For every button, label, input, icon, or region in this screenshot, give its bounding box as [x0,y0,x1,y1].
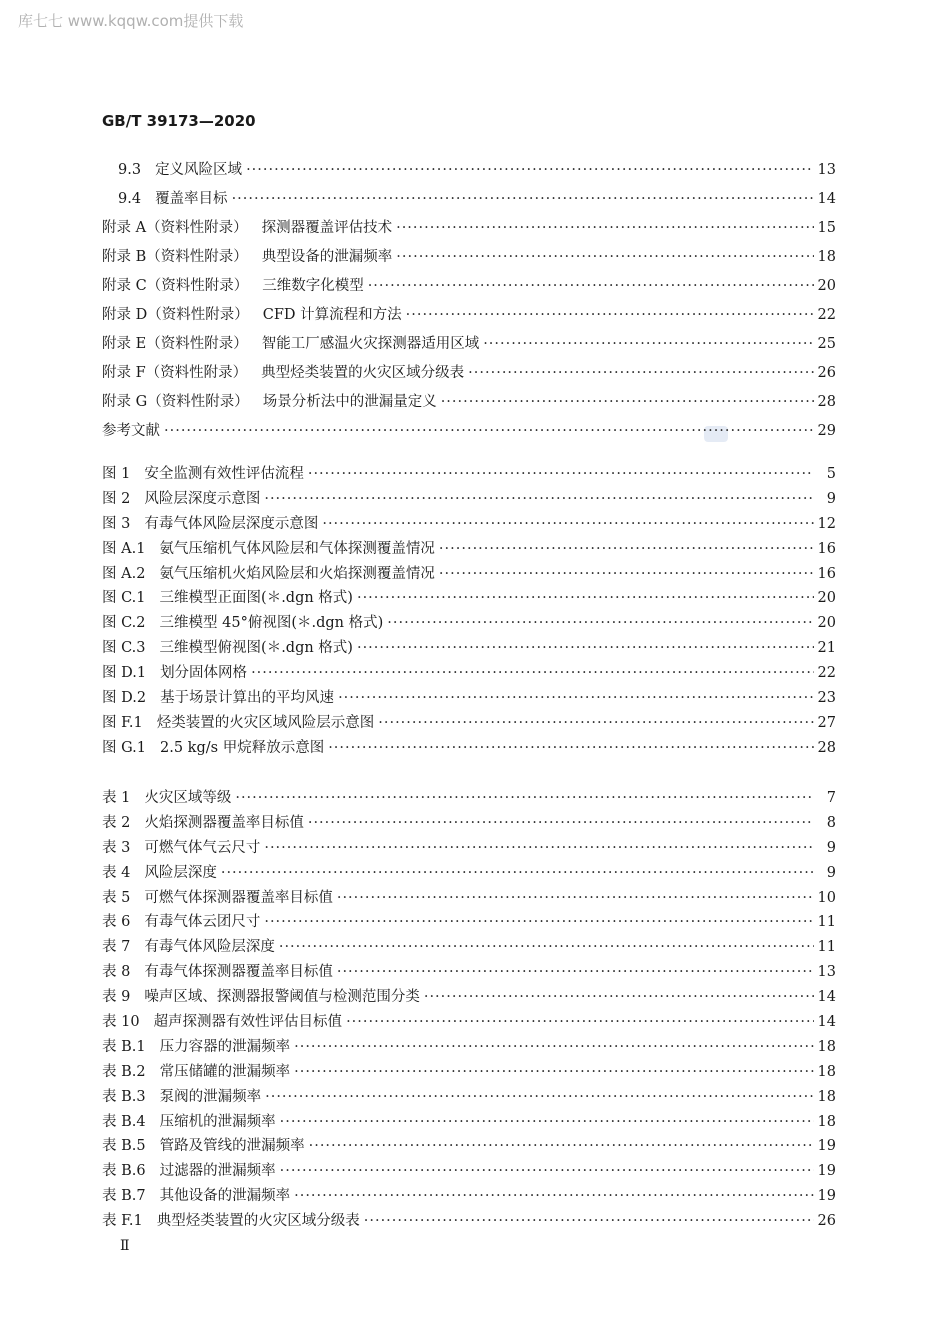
toc-entry-title: CFD 计算流程和方法 [262,307,402,323]
dot-leader [483,330,813,359]
toc-entry[interactable] [102,562,836,587]
dot-leader [164,417,814,446]
toc-entry-label: 表 8 [102,964,131,981]
toc-entry-page: 21 [817,640,836,657]
dot-leader [439,562,814,587]
toc-entry[interactable] [102,586,836,611]
toc-entry-page: 27 [817,714,836,731]
dot-leader [264,487,814,512]
toc-entry-page: 22 [817,665,836,682]
toc-entry-label: 图 C.2 [102,615,146,632]
toc-entry-title: 有毒气体风险层深度 [144,939,275,956]
toc-entry-title: 噪声区域、探测器报警阈值与检测范围分类 [144,989,420,1006]
dot-leader [357,636,814,661]
toc-entry-title: 压力容器的泄漏频率 [159,1038,291,1055]
dot-leader [264,910,813,935]
toc-entry-title: 火焰探测器覆盖率目标值 [144,814,304,831]
dot-leader [309,1134,814,1159]
toc-entry-title: 氨气压缩机火焰风险层和火焰探测覆盖情况 [159,565,435,582]
toc-entry-title: 三维数字化模型 [262,278,364,294]
dot-leader [357,586,814,611]
toc-entry-page: 18 [817,1113,836,1130]
toc-entry[interactable] [102,1085,836,1110]
toc-entry-title: 有毒气体风险层深度示意图 [144,515,319,532]
toc-entry-label: 图 D.2 [102,690,147,707]
toc-entry-label: 附录 C（资料性附录） [102,278,249,294]
dot-leader [280,1159,814,1184]
toc-entry-title: 可燃气体气云尺寸 [144,839,261,856]
toc-entry-page: 19 [817,1138,836,1155]
toc-entry-title: 常压储罐的泄漏频率 [159,1063,291,1080]
toc-entry-page: 20 [817,615,836,632]
toc-entry-title: 泵阀的泄漏频率 [159,1088,262,1105]
toc-entry-label: 图 D.1 [102,665,147,682]
toc-entry-title: 三维模型正面图(＊.dgn 格式) [159,590,353,607]
toc-entry-page: 20 [817,590,836,607]
toc-entry-title: 三维模型俯视图(＊.dgn 格式) [159,640,353,657]
toc-entry-label: 表 B.7 [102,1188,146,1205]
toc-entry-title: 超声探测器有效性评估目标值 [153,1014,343,1031]
toc-entry-label: 图 G.1 [102,739,147,756]
toc-entry-title: 烃类装置的火灾区域风险层示意图 [156,714,375,731]
dot-leader [251,661,813,686]
toc-entry-title: 氨气压缩机气体风险层和气体探测覆盖情况 [159,540,435,557]
toc-entry[interactable] [102,1159,836,1184]
toc-entry[interactable] [102,910,836,935]
toc-entry-title: 基于场景计算出的平均风速 [160,690,335,707]
dot-leader [294,1035,813,1060]
dot-leader [378,711,813,736]
dot-leader [364,1209,814,1234]
toc-entry-label: 表 B.4 [102,1113,146,1130]
toc-entry[interactable] [102,611,836,636]
toc-entry-page: 11 [817,914,836,931]
toc-entry-title: 场景分析法中的泄漏量定义 [262,394,437,410]
toc-entry-label: 图 A.2 [102,565,146,582]
dot-leader [308,811,814,836]
dot-leader [337,886,814,911]
toc-entry[interactable] [102,661,836,686]
toc-entry[interactable] [102,487,836,512]
toc-entry-title: 三维模型 45°俯视图(＊.dgn 格式) [159,615,384,632]
toc-entry-label: 附录 G（资料性附录） [102,394,249,410]
dot-leader [424,985,814,1010]
toc-entry[interactable] [102,686,836,711]
toc-entry-label: 附录 A（资料性附录） [102,220,248,236]
toc-entry-title: 智能工厂感温火灾探测器适用区域 [261,336,480,352]
toc-entry-title: 风险层深度 [144,864,217,881]
dot-leader [322,512,813,537]
toc-entry-label: 参考文献 [102,423,160,439]
toc-entry-page: 28 [817,394,836,410]
toc-entry-page: 28 [817,739,836,756]
toc-entry[interactable] [102,960,836,985]
toc-entry-label: 附录 D（资料性附录） [102,307,249,323]
toc-entry-label: 表 2 [102,814,131,831]
toc-entry-title: 可燃气体探测器覆盖率目标值 [144,889,333,906]
dot-leader [265,1085,813,1110]
toc-entry-title: 划分固体网格 [160,665,248,682]
dot-leader [280,1110,814,1135]
toc-entry-page: 18 [817,249,836,265]
dot-leader [328,736,813,761]
toc-entry-label: 9.4 [118,191,142,207]
dot-leader [279,935,814,960]
toc-entry-label: 表 B.3 [102,1088,146,1105]
toc-entry[interactable] [102,359,836,388]
toc-entry-label: 9.3 [118,162,142,178]
dot-leader [439,537,814,562]
toc-entry[interactable] [102,512,836,537]
toc-entry[interactable] [102,214,836,243]
toc-entry-page: 16 [817,565,836,582]
toc-entry-page: 19 [817,1188,836,1205]
toc-entry-title: 典型设备的泄漏频率 [261,249,393,265]
toc-entry[interactable] [102,1060,836,1085]
toc-entry[interactable] [102,301,836,330]
toc-entry-page: 25 [817,336,836,352]
toc-entry[interactable] [102,243,836,272]
dot-leader [246,156,813,185]
toc-entry[interactable] [102,985,836,1010]
toc-entry-page: 14 [817,191,836,207]
dot-leader [468,359,813,388]
toc-entry[interactable] [102,388,836,417]
toc-entry[interactable] [102,811,836,836]
toc-entry-page: 9 [826,839,836,856]
toc-entry-page: 14 [817,1014,836,1031]
toc-entry-title: 管路及管线的泄漏频率 [159,1138,305,1155]
toc-entry[interactable] [102,330,836,359]
toc-entry-page: 19 [817,1163,836,1180]
toc-entry-label: 表 10 [102,1014,140,1031]
toc-entry-title: 压缩机的泄漏频率 [159,1113,276,1130]
dot-leader [264,836,814,861]
toc-entry-page: 10 [817,889,836,906]
toc-entry-title: 覆盖率目标 [155,191,228,207]
dot-leader [337,960,814,985]
toc-entry[interactable] [102,636,836,661]
toc-entry-label: 图 1 [102,466,131,482]
toc-entry-title: 安全监测有效性评估流程 [144,466,304,482]
watermark-text: 库七七 www.kqqw.com提供下载 [18,12,244,30]
toc-entry-label: 图 2 [102,490,131,507]
toc-entry-label: 表 B.5 [102,1138,146,1155]
toc-entry-title: 定义风险区域 [155,162,243,178]
toc-entry-label: 表 B.6 [102,1163,146,1180]
toc-entry[interactable] [102,272,836,301]
dot-leader [406,301,814,330]
toc-entry[interactable] [102,1184,836,1209]
toc-entry-page: 13 [817,964,836,981]
dot-leader [368,272,814,301]
toc-entry-title: 风险层深度示意图 [144,490,261,507]
toc-entry-page: 12 [817,515,836,532]
toc-entry-title: 探测器覆盖评估技术 [261,220,393,236]
toc-tables [102,786,836,1234]
toc-entry-page: 9 [826,490,836,507]
toc-entry[interactable] [102,1010,836,1035]
toc-entry-page: 11 [817,939,836,956]
toc-entry-label: 图 A.1 [102,540,146,557]
dot-leader [221,861,814,886]
toc-entry-page: 29 [817,423,836,439]
toc-entry-label: 表 4 [102,864,131,881]
toc-entry[interactable] [102,861,836,886]
page-number: Ⅱ [120,1238,130,1254]
toc-entry-label: 表 5 [102,889,131,906]
toc-entry-page: 15 [817,220,836,236]
dot-leader [294,1184,813,1209]
dot-leader [308,462,814,487]
toc-entry-title: 典型烃类装置的火灾区域分级表 [156,1213,360,1230]
toc-entry-page: 18 [817,1088,836,1105]
toc-entry-label: 表 3 [102,839,131,856]
dot-leader [232,185,814,214]
toc-entry-label: 图 F.1 [102,714,143,731]
dot-leader [294,1060,813,1085]
toc-entry-page: 14 [817,989,836,1006]
toc-entry[interactable] [102,935,836,960]
toc-entry-label: 表 9 [102,989,131,1006]
toc-entry-label: 表 B.1 [102,1038,146,1055]
toc-entry-page: 23 [817,690,836,707]
toc-entry-label: 表 6 [102,914,131,931]
toc-entry[interactable] [102,156,836,185]
toc-entry[interactable] [102,417,836,446]
dot-leader [346,1010,813,1035]
toc-entry-label: 表 F.1 [102,1213,143,1230]
toc-entry-page: 8 [826,814,836,831]
toc-entry[interactable] [102,711,836,736]
toc-entry[interactable] [102,537,836,562]
toc-entry-page: 26 [817,365,836,381]
toc-entry[interactable] [102,1209,836,1234]
toc-entry-page: 20 [817,278,836,294]
toc-entry-title: 典型烃类装置的火灾区域分级表 [261,365,465,381]
toc-entry-page: 18 [817,1038,836,1055]
dot-leader [396,243,813,272]
dot-leader [387,611,813,636]
toc-entry-title: 过滤器的泄漏频率 [159,1163,276,1180]
toc-entry-title: 有毒气体探测器覆盖率目标值 [144,964,333,981]
toc-entry[interactable] [102,836,836,861]
toc-entry[interactable] [102,1035,836,1060]
toc-entry-title: 火灾区域等级 [144,790,232,806]
dot-leader [235,786,814,811]
toc-entry[interactable] [102,736,836,761]
toc-entry-label: 附录 E（资料性附录） [102,336,248,352]
toc-entry-page: 18 [817,1063,836,1080]
toc-entry-label: 表 B.2 [102,1063,146,1080]
dot-leader [441,388,814,417]
toc-entry[interactable] [102,1110,836,1135]
toc-entry[interactable] [102,462,836,487]
toc-main [102,156,836,446]
toc-entry-title: 有毒气体云团尺寸 [144,914,261,931]
toc-entry-title: 其他设备的泄漏频率 [159,1188,291,1205]
standard-code: GB/T 39173—2020 [102,112,256,130]
toc-entry-label: 表 7 [102,939,131,956]
dot-leader [396,214,813,243]
toc-entry-label: 附录 F（资料性附录） [102,365,248,381]
dot-leader [338,686,813,711]
toc-entry-page: 7 [826,790,836,806]
toc-entry-page: 5 [826,466,836,482]
toc-entry-page: 16 [817,540,836,557]
toc-entry-label: 图 C.3 [102,640,146,657]
toc-entry-label: 图 C.1 [102,590,146,607]
toc-entry[interactable] [102,1134,836,1159]
toc-entry-page: 22 [817,307,836,323]
toc-entry-label: 表 1 [102,790,131,806]
toc-entry[interactable] [102,886,836,911]
toc-entry[interactable] [102,185,836,214]
toc-entry-label: 图 3 [102,515,131,532]
toc-entry-page: 26 [817,1213,836,1230]
toc-entry-page: 9 [826,864,836,881]
toc-entry[interactable] [102,786,836,811]
toc-entry-label: 附录 B（资料性附录） [102,249,248,265]
toc-figures [102,462,836,761]
toc-entry-page: 13 [817,162,836,178]
toc-entry-title: 2.5 kg/s 甲烷释放示意图 [160,739,325,756]
